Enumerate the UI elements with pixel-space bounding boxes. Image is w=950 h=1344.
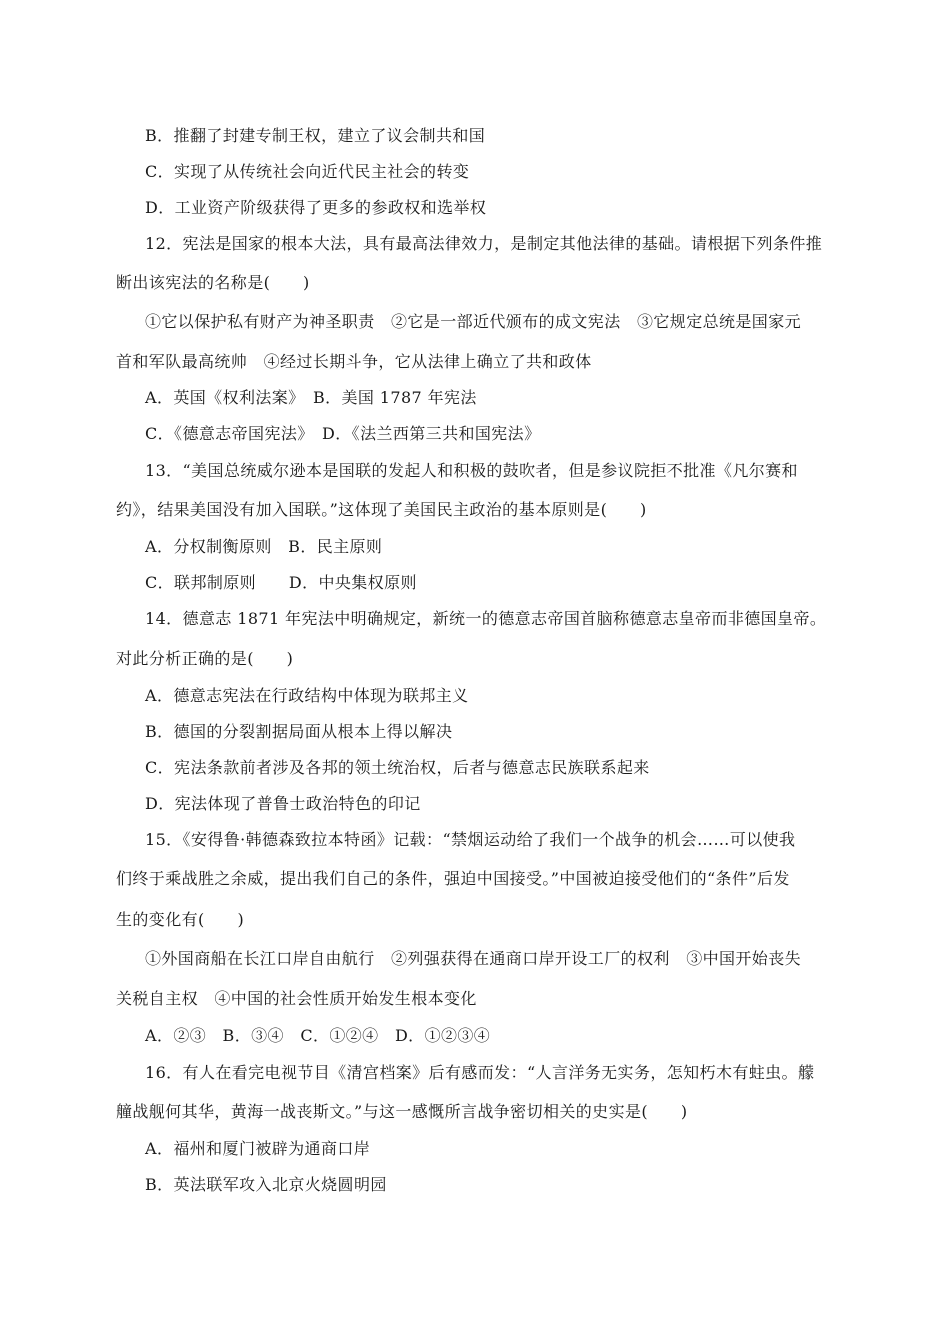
question-12-conditions-line-1: ①它以保护私有财产为神圣职责 ②它是一部近代颁布的成文宪法 ③它规定总统是国家元 <box>145 312 802 331</box>
question-12-line-2: 断出该宪法的名称是( ) <box>116 273 310 292</box>
question-15-line-2: 们终于乘战胜之余威，提出我们自己的条件，强迫中国接受。”中国被迫接受他们的“条件”后发 <box>116 869 790 888</box>
question-15-line-3: 生的变化有( ) <box>116 910 245 929</box>
question-12-options-ab: A．英国《权利法案》 B．美国 1787 年宪法 <box>145 388 477 407</box>
question-13-line-1: 13．“美国总统威尔逊本是国联的发起人和积极的鼓吹者，但是参议院拒不批准《凡尔赛和 <box>145 461 798 480</box>
question-14-option-c: C．宪法条款前者涉及各邦的领土统治权，后者与德意志民族联系起来 <box>145 758 650 777</box>
question-15-items-line-2: 关税自主权 ④中国的社会性质开始发生根本变化 <box>116 989 477 1008</box>
question-16-line-1: 16．有人在看完电视节目《清宫档案》后有感而发：“人言洋务无实务，怎知朽木有蛀虫。艨 <box>145 1063 815 1082</box>
option-d-11: D．工业资产阶级获得了更多的参政权和选举权 <box>145 198 487 217</box>
question-15-options: A．②③ B．③④ C．①②④ D．①②③④ <box>145 1026 491 1045</box>
question-12-options-cd: C．《德意志帝国宪法》 D．《法兰西第三共和国宪法》 <box>145 424 541 443</box>
question-14-line-2: 对此分析正确的是( ) <box>116 649 294 668</box>
question-13-options-ab: A．分权制衡原则 B．民主原则 <box>145 537 383 556</box>
question-15-items-line-1: ①外国商船在长江口岸自由航行 ②列强获得在通商口岸开设工厂的权利 ③中国开始丧失 <box>145 949 802 968</box>
question-16-option-a: A．福州和厦门被辟为通商口岸 <box>145 1139 371 1158</box>
question-14-option-b: B．德国的分裂割据局面从根本上得以解决 <box>145 722 453 741</box>
question-14-option-a: A．德意志宪法在行政结构中体现为联邦主义 <box>145 686 469 705</box>
question-12-conditions-line-2: 首和军队最高统帅 ④经过长期斗争，它从法律上确立了共和政体 <box>116 352 592 371</box>
question-12-line-1: 12．宪法是国家的根本大法，具有最高法律效力，是制定其他法律的基础。请根据下列条件推 <box>145 234 823 253</box>
question-14-line-1: 14．德意志 1871 年宪法中明确规定，新统一的德意志帝国首脑称德意志皇帝而非德国皇帝。 <box>145 609 827 628</box>
option-b-11: B．推翻了封建专制王权，建立了议会制共和国 <box>145 126 486 145</box>
question-13-line-2: 约》，结果美国没有加入国联。”这体现了美国民主政治的基本原则是( ) <box>116 500 647 519</box>
option-c-11: C．实现了从传统社会向近代民主社会的转变 <box>145 162 470 181</box>
question-13-options-cd: C．联邦制原则 D．中央集权原则 <box>145 573 417 592</box>
question-16-option-b: B．英法联军攻入北京火烧圆明园 <box>145 1175 387 1194</box>
question-16-line-2: 艟战舰何其华，黄海一战丧斯文。”与这一感慨所言战争密切相关的史实是( ) <box>116 1102 688 1121</box>
question-15-line-1: 15．《安得鲁·韩德森致拉本特函》记载：“禁烟运动给了我们一个战争的机会……可以使我 <box>145 830 796 849</box>
question-14-option-d: D．宪法体现了普鲁士政治特色的印记 <box>145 794 421 813</box>
